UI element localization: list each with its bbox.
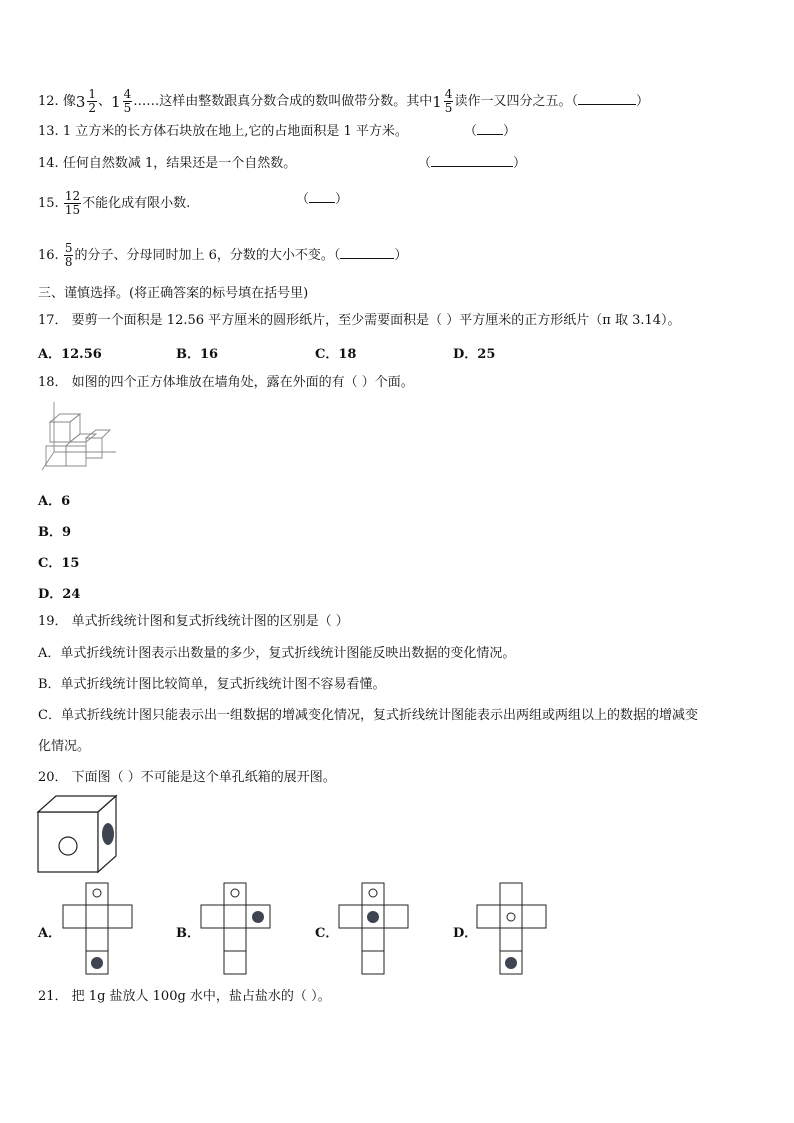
q21-text: 21． 把 1g 盐放人 100g 水中，盐占盐水的（ ）。	[38, 989, 331, 1004]
net-c-left	[339, 905, 362, 928]
net-c-hole	[369, 889, 377, 897]
q18-option-b[interactable]: B．9	[38, 525, 72, 540]
q13-text: 1 立方米的长方体石块放在地上,它的占地面积是 1 平方米。	[62, 124, 408, 139]
q12-mixed-fraction-2: 1 $\frac{4}{5}$	[111, 87, 132, 115]
net-d-right	[522, 905, 546, 928]
cube-stack-figure	[40, 402, 120, 474]
q15-line	[38, 190, 190, 217]
q18-option-d[interactable]: D．24	[38, 587, 81, 602]
net-a-hole	[93, 889, 101, 897]
section-3-title: 三、谨慎选择。(将正确答案的标号填在括号里)	[38, 286, 309, 301]
cube-bottom-mid-front	[66, 446, 86, 466]
q12-mixed-fraction-3: 1 $\frac{4}{5}$	[432, 87, 453, 115]
q12-number: 12.	[38, 94, 59, 109]
q16-answer-blank[interactable]	[340, 248, 394, 259]
q12-line	[38, 88, 649, 115]
q12-answer-blank[interactable]	[578, 94, 636, 105]
q13-line	[38, 124, 408, 140]
q17-text: 17． 要剪一个面积是 12.56 平方厘米的圆形纸片，至少需要面积是（ ）平方厘米的正方形纸片（π 取 3.14）。	[38, 313, 681, 328]
net-c-lower	[362, 928, 384, 951]
net-d-lower	[500, 928, 522, 951]
net-b-dot	[252, 911, 264, 923]
q20-text: 20． 下面图（ ）不可能是这个单孔纸箱的展开图。	[38, 770, 336, 785]
q19-option-c-continued: 化情况。	[38, 739, 91, 754]
net-b-figure[interactable]	[200, 882, 272, 976]
q20-option-c[interactable]: C．	[315, 926, 339, 941]
q18-text: 18． 如图的四个正方体堆放在墙角处，露在外面的有（ ）个面。	[38, 375, 414, 390]
q14-number: 14.	[38, 156, 59, 171]
cube-bottom-right-front	[86, 438, 102, 458]
net-d-top	[500, 883, 522, 905]
cube-edge	[66, 442, 70, 446]
q17-option-b[interactable]: B．16	[176, 347, 219, 362]
box-side-dot	[102, 823, 114, 845]
q17-option-c[interactable]: C．18	[315, 347, 357, 362]
net-d-hole	[507, 913, 515, 921]
net-d-figure[interactable]	[476, 882, 548, 976]
q20-option-d[interactable]: D．	[453, 926, 478, 941]
net-b-left	[201, 905, 224, 928]
q19-option-a[interactable]: A．单式折线统计图表示出数量的多少，复式折线统计图能反映出数据的变化情况。	[38, 646, 516, 661]
q12-separator: 、	[98, 94, 112, 109]
q14-answer: （ ）	[418, 156, 527, 171]
q15-number: 15.	[38, 196, 59, 211]
net-a-right	[108, 905, 132, 928]
cube-bottom-left-front	[46, 446, 66, 466]
q13-answer-blank[interactable]	[477, 124, 503, 135]
q19-option-c[interactable]: C．单式折线统计图只能表示出一组数据的增减变化情况，复式折线统计图能表示出两组或两组以上的数据的增减变	[38, 708, 698, 723]
box-front-hole	[59, 837, 77, 855]
q18-option-a[interactable]: A．6	[38, 494, 71, 509]
cube-top-front	[50, 422, 70, 442]
q15-answer-blank[interactable]	[309, 192, 335, 203]
net-b-center	[224, 905, 246, 928]
net-a-lower	[86, 928, 108, 951]
q14-text: 任何自然数减 1，结果还是一个自然数。	[62, 156, 297, 171]
q13-answer: （ ）	[464, 124, 517, 139]
q12-text-3: 读作一又四分之五。（	[454, 94, 578, 109]
net-c-dot	[367, 911, 379, 923]
q16-line: 16. $\frac{5}{8}$ 的分子、分母同时加上 6，分数的大小不变。（ ）	[38, 241, 408, 269]
net-a-figure[interactable]	[62, 882, 134, 976]
q15-text: 不能化成有限小数.	[82, 196, 191, 211]
net-c-right	[384, 905, 408, 928]
q17-option-d[interactable]: D．25	[453, 347, 496, 362]
q12-text-2: ……这样由整数跟真分数合成的数叫做带分数。其中	[133, 94, 433, 109]
net-d-dot	[505, 957, 517, 969]
q12-mixed-fraction-1: 3 $\frac{1}{2}$	[75, 87, 97, 115]
q16-number: 16.	[38, 248, 59, 263]
q14-answer-blank[interactable]	[431, 156, 513, 167]
net-b-lower	[224, 928, 246, 951]
single-hole-box-figure	[36, 794, 122, 876]
net-a-dot	[91, 957, 103, 969]
net-c-figure[interactable]	[338, 882, 410, 976]
q19-text: 19． 单式折线统计图和复式折线统计图的区别是（ ）	[38, 614, 349, 629]
q18-option-c[interactable]: C．15	[38, 556, 80, 571]
q13-number: 13.	[38, 124, 59, 139]
net-c-bottom	[362, 951, 384, 974]
q14-line	[38, 156, 296, 172]
q16-text: 的分子、分母同时加上 6，分数的大小不变。（	[74, 248, 341, 263]
q16-fraction: $\frac{5}{8}$	[64, 241, 73, 269]
q15-answer: （ ）	[296, 192, 349, 207]
q20-option-b[interactable]: B．	[176, 926, 200, 941]
net-a-center	[86, 905, 108, 928]
q20-option-a[interactable]: A．	[38, 926, 62, 941]
q19-option-b[interactable]: B．单式折线统计图比较简单，复式折线统计图不容易看懂。	[38, 677, 386, 692]
net-a-left	[63, 905, 86, 928]
q17-option-a[interactable]: A．12.56	[38, 347, 102, 362]
wall-edge-diagonal	[42, 452, 54, 470]
q15-fraction: $\frac{12}{15}$	[64, 189, 81, 217]
net-d-left	[477, 905, 500, 928]
net-b-hole	[231, 889, 239, 897]
q12-text-1: 像	[62, 94, 76, 109]
q12-text-4: ）	[635, 94, 649, 109]
net-b-bottom	[224, 951, 246, 974]
